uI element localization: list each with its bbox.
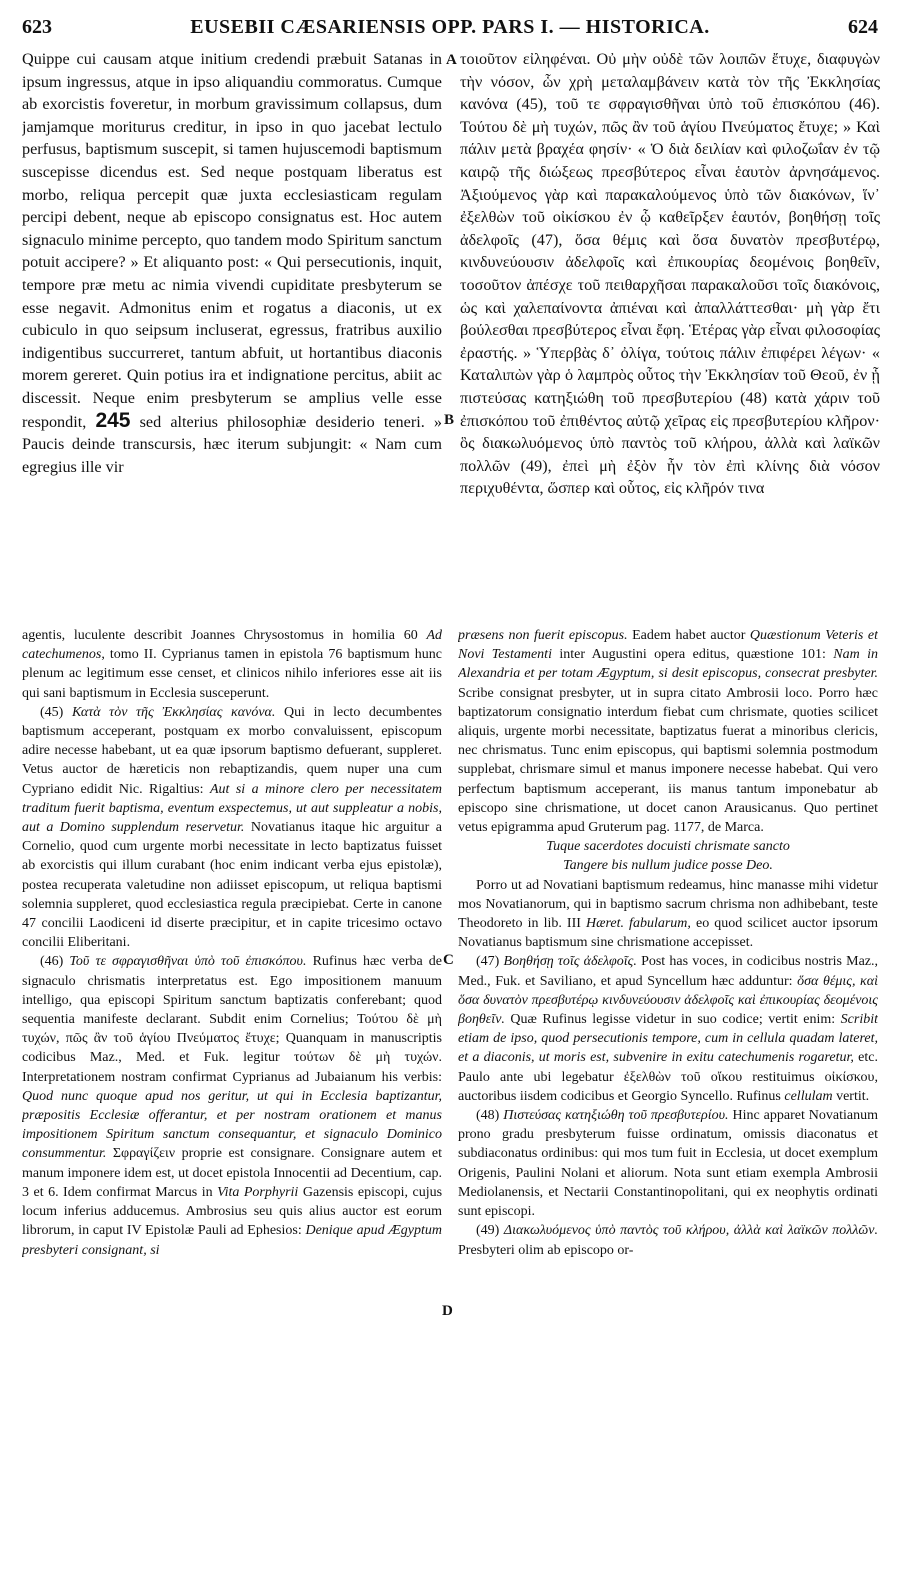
column-number-245: 245	[95, 408, 131, 432]
note-italic: cellulam	[784, 1088, 833, 1104]
margin-marker-c: C	[443, 952, 454, 968]
note-quotation: Denique apud Ægyptum presbyteri consignant, si	[22, 1223, 442, 1258]
note-text: Quæ Rufinus legisse videtur in suo codice; vertit enim:	[510, 1012, 836, 1028]
note-continuation	[458, 626, 878, 837]
note-text: , tomo II. Cyprianus tamen in epistola 76 baptismum hunc plenum ac legitimum esse censet, et clinicos nihilo inferiores esse ait iis qui sani baptismum in Ecclesia susceperunt.	[22, 647, 442, 701]
note-continuation	[22, 626, 442, 703]
note-quotation: Quod nunc quoque apud nos geritur, ut qui in Ecclesia baptizantur, præpositis Ecclesiæ offerantur, et per nostram orationem et manus impositionem Spiritum sanctum consequantur, et signaculo Dominico consummentur.	[22, 1088, 442, 1162]
note-text: Σφραγίζειν proprie est consignare. Consignare autem et manum imponere idem est, ut docet epistola Innocentii ad Decentium, cap. 3 et 6. Idem confirmat Marcus in	[22, 1146, 442, 1200]
epigram-line-2: Tangere bis nullum judice posse Deo.	[563, 858, 773, 874]
note-text: Hinc apparet Novatianum prono gradu presbyterum fuisse ordinatum, omissis diaconatus et subdiaconatus ordinibus: qui mos tum fuit in Ecclesia, ut docet exemplum Origenis, Paulini Nolani et aliorum. Nota sunt etiam exempla Ambrosii Mediolanensis, et Nectarii Constantinopolitani, qui ex neophytis ordinati sunt episcopi.	[458, 1108, 878, 1220]
latin-text-part-1: Quippe cui causam atque initium credendi præbuit Satanas in ipsum ingressus, atque in ipso aliquandiu commoratus. Cumque ab exorcistis foveretur, in morbum gravissimum collapsus, dum jamjamque moriturus creditur, in ipso in quo jacebat lectulo perfusus, baptismum suscepit, si tamen hujuscemodi baptismum suscepisse dicendus est. Sed neque postquam liberatus est morbo, reliqua percepit quæ juxta ecclesiasticam regulam percipi debent, neque ab episcopo consignatus est. Hoc autem signaculo minime percepto, quo tandem modo Spiritum sanctum potuit accipere? » Et aliquanto post: « Qui persecutionis, inquit, tempore præ metu ac nimia vivendi cupiditate presbyterum se esse negavit. Admonitus enim et rogatus a diaconis, ut ex cubiculo in quo seipsum incluserat, egressus, fratribus auxilio indigentibus succurreret, tantum abfuit, ut hortantibus diaconis morem gereret. Quin potius ira et indignatione percitus, abiit ac discessit. Neque enim presbyterum se amplius velle esse respondit,	[22, 50, 442, 431]
note-text: agentis, luculente describit Joannes Chrysostomus in homilia 60	[22, 628, 418, 643]
note-text: Porro ut ad Novatiani baptismum redeamus, hinc manasse mihi videtur mos Novatianorum, qui in baptismo sacrum chrisma non adhibebant, teste Theodoreto in lib. III	[458, 877, 878, 932]
note-text: Presbyteri olim ab episcopo or-	[458, 1242, 634, 1258]
note-text: vertit.	[836, 1088, 870, 1104]
page-number-left: 623	[22, 16, 52, 38]
note-label: (46)	[40, 954, 64, 970]
note-italic: Vita Porphyrii	[217, 1184, 299, 1200]
note-text: Post has voces, in codicibus nostris Maz., Med., Fuk. et Saviliano, et apud Syncellum hæc adduntur:	[458, 954, 878, 989]
note-quotation: Scribit etiam de ipso, quod persecutionis tempore, cum in cellula quadam lateret, et a diaconis, ut moris est, subvenire in exitu catechumenis rogaretur,	[458, 1012, 878, 1066]
note-quotation: Nam in Alexandria et per totam Ægyptum, si desit episcopus, consecrat presbyter.	[458, 647, 878, 682]
note-italic: Ad catechumenos	[22, 628, 442, 663]
note-label: (45)	[40, 704, 64, 720]
latin-text-part-2: sed alterius philosophiæ desiderio teneri. » Paucis deinde transcursis, hæc iterum subjungit: « Nam cum egregius ille vir	[22, 412, 442, 476]
note-text: Novatianus itaque hic arguitur a Cornelio, quod cum urgente morbi necessitate in lecto baptizatus fuisset ab exorcistis qui illum curabant (hoc enim indicant verba ejus epistolæ), postea recuperata valetudine non adiisset episcopum, ut reliqua baptismi solemnia suppleret, quod ecclesiastica regula præcipiebat. Certe in canone 47 concilii Laodiceni id diserte præcipitur, et in capite tricesimo octavo concilii Eliberitani.	[22, 820, 442, 951]
latin-main-text	[22, 48, 442, 478]
notes-column-right	[458, 626, 878, 1581]
note-text: Scribe consignat presbyter, ut in supra citato Ambrosii loco. Porro hæc baptizatorum consignatio interdum fiebat cum chrismate, quoties scilicet aliquis, urgente morbi necessitate, baptizatus fuerat a minoribus clericis, nec chrismatus. Tunc enim episcopus, qui baptismi solemnia postmodum supplebat, chrismare simul et manus imponere necesse habebat. Qui vero perfectum baptismum acceperant, iis manus tantum imponebatur ab episcopo sine chrismatione, ut docet canon Arausicanus. Quo pertinet vetus epigramma apud Gruterum pag. 1177, de Marca.	[458, 685, 878, 836]
note-label: (48)	[476, 1108, 500, 1124]
note-greek-lemma: Τοῦ τε σφραγισθῆναι ὑπὸ τοῦ ἐπισκόπου.	[69, 954, 307, 970]
note-text: Eadem habet auctor	[632, 628, 746, 643]
margin-marker-d: D	[442, 1303, 453, 1319]
note-text: eo quod scilicet auctor ipsorum Novatianus baptismum sine chrismatione accepisset.	[458, 916, 878, 951]
notes-column-left	[22, 626, 442, 1581]
note-text: inter Augustini opera editus, quæstione 101:	[559, 647, 826, 663]
note-italic: Hæret. fabularum,	[586, 916, 691, 932]
note-italic: Quæstionum Veteris et Novi Testamenti	[458, 628, 878, 663]
note-49	[458, 1221, 878, 1259]
note-greek-lemma: Διακωλυόμενος ὑπὸ παντὸς τοῦ κλήρου, ἀλλὰ καὶ λαϊκῶν πολλῶν.	[503, 1223, 878, 1239]
note-greek-lemma: Βοηθήσῃ τοῖς ἀδελφοῖς.	[503, 954, 637, 970]
note-greek-lemma: Πιστεύσας κατηξιώθη τοῦ πρεσβυτερίου.	[503, 1108, 729, 1124]
latin-main-column	[22, 48, 442, 610]
note-quotation: præsens non fuerit episcopus.	[458, 628, 628, 643]
note-47	[458, 952, 878, 1106]
note-label: (49)	[476, 1223, 500, 1239]
note-45	[22, 703, 442, 953]
note-greek-lemma: Κατὰ τὸν τῆς Ἐκκλησίας κανόνα.	[71, 704, 276, 720]
page-header	[22, 16, 878, 42]
margin-marker-b: B	[444, 412, 455, 428]
margin-marker-a: A	[446, 52, 457, 68]
note-paragraph	[458, 876, 878, 953]
epigram-line-1: Tuque sacerdotes docuisti chrismate sancto	[546, 839, 790, 855]
running-title: EUSEBII CÆSARIENSIS OPP. PARS I. — HISTORICA.	[190, 16, 710, 38]
note-text: etc. Paulo ante ubi legebatur ἐξελθὼν τοῦ οἴκου restituimus οἰκίσκου, auctoribus iisdem codicibus et Georgio Syncello. Rufinus	[458, 1050, 878, 1104]
note-text: Qui in lecto decumbentes baptismum acceperant, postquam ex morbo convaluissent, episcopum adire necesse habebant, ut ea quæ ipsorum baptismo defuerant, suppleret. Vetus auctor de hæreticis non rebaptizandis, quem nuper una cum Cypriano edidit Nic. Rigaltius:	[22, 704, 442, 797]
note-greek-quotation: ὅσα θέμις, καὶ ὅσα δυνατὸν πρεσβυτέρῳ κινδυνεύουσιν ἀδελφοῖς καὶ ἐπικουρίας δεομένοις βοηθεῖν.	[458, 973, 878, 1028]
greek-main-column	[460, 48, 880, 610]
greek-main-text: τοιοῦτον εἰληφέναι. Οὐ μὴν οὐδὲ τῶν λοιπῶν ἔτυχε, διαφυγὼν τὴν νόσον, ὧν χρὴ μεταλαμβάνειν κατὰ τὸν τῆς Ἐκκλησίας κανόνα (45), τοῦ τε σφραγισθῆναι ὑπὸ τοῦ ἐπισκόπου (46). Τούτου δὲ μὴ τυχών, πῶς ἂν τοῦ ἁγίου Πνεύματος ἔτυχε; » Καὶ πάλιν μετὰ βραχέα φησίν· « Ὁ διὰ δειλίαν καὶ φιλοζωΐαν ἐν τῷ καιρῷ τῆς διώξεως πρεσβύτερος εἶναι ἑαυτὸν ἀρνησάμενος. Ἀξιούμενος γὰρ καὶ παρακαλούμενος ὑπὸ τῶν διακόνων, ἵν᾽ ἐξελθὼν τοῦ οἰκίσκου ἐν ᾧ καθεῖρξεν ἑαυτόν, βοηθήσῃ τοῖς ἀδελφοῖς (47), ὅσα θέμις καὶ ὅσα δυνατὸν πρεσβυτέρῳ, κινδυνεύουσιν ἀδελφοῖς καὶ ἐπικουρίας δεομένοις βοηθεῖν, τοσοῦτον ἀπέσχε τοῦ πειθαρχῆσαι παρακαλοῦσι τοῖς διακόνοις, ὡς καὶ χαλεπαίνοντα ἀπιέναι καὶ ἀπαλλάττεσθαι· μὴ γὰρ ἔτι βούλεσθαι πρεσβύτερος εἶναι ἔφη. Ἑτέρας γὰρ εἶναι φιλοσοφίας ἐραστής. » Ὑπερβὰς δ᾽ ὀλίγα, τούτοις πάλιν ἐπιφέρει λέγων· « Καταλιπὼν γὰρ ὁ λαμπρὸς οὗτος τὴν Ἐκκλησίαν τοῦ Θεοῦ, ἐν ᾗ πιστεύσας κατηξιώθη τοῦ πρεσβυτερίου (48) κατὰ χάριν τοῦ ἐπισκόπου τοῦ ἐπιθέντος αὐτῷ χεῖρας εἰς πρεσβυτερίου κλῆρον· ὃς διακωλυόμενος ὑπὸ παντὸς τοῦ κλήρου, ἀλλὰ καὶ λαϊκῶν πολλῶν (49), ἐπεὶ μὴ ἐξὸν ἦν τὸν ἐπὶ κλίνης διὰ νόσον περιχυθέντα, ὥσπερ καὶ οὗτος, εἰς κλῆρόν τινα	[460, 50, 880, 498]
note-46	[22, 952, 442, 1259]
note-text: Gazensis episcopi, cujus locum inferius adducemus. Ambrosius seu quis alius auctor est eorum librorum, in caput IV Epistolæ Pauli ad Ephesios:	[22, 1184, 442, 1239]
page-number-right: 624	[848, 16, 878, 38]
note-text: Rufinus hæc verba de signaculo chrismatis interpretatus est. Ego impositionem manuum intelligo, qua episcopi Spiritum sanctum baptizatis conferebant; quod sequentia manifeste declarant. Subdit enim Cornelius; Τούτου δὲ μὴ τυχών, πῶς ἂν τοῦ ἁγίου Πνεύματος ἔτυχε; Quanquam in manuscriptis codicibus Maz., Med. et Fuk. legitur τούτων δὲ μὴ τυχών. Interpretationem nostram confirmat Cyprianus ad Jubaianum his verbis:	[22, 954, 442, 1085]
note-quotation: Aut si a minore clero per necessitatem traditum fuerit baptisma, eventum exspectemus, ut aut suppleatur a nobis, aut a Domino supplendum reservetur.	[22, 781, 442, 836]
note-48	[458, 1106, 878, 1221]
note-label: (47)	[476, 954, 500, 970]
